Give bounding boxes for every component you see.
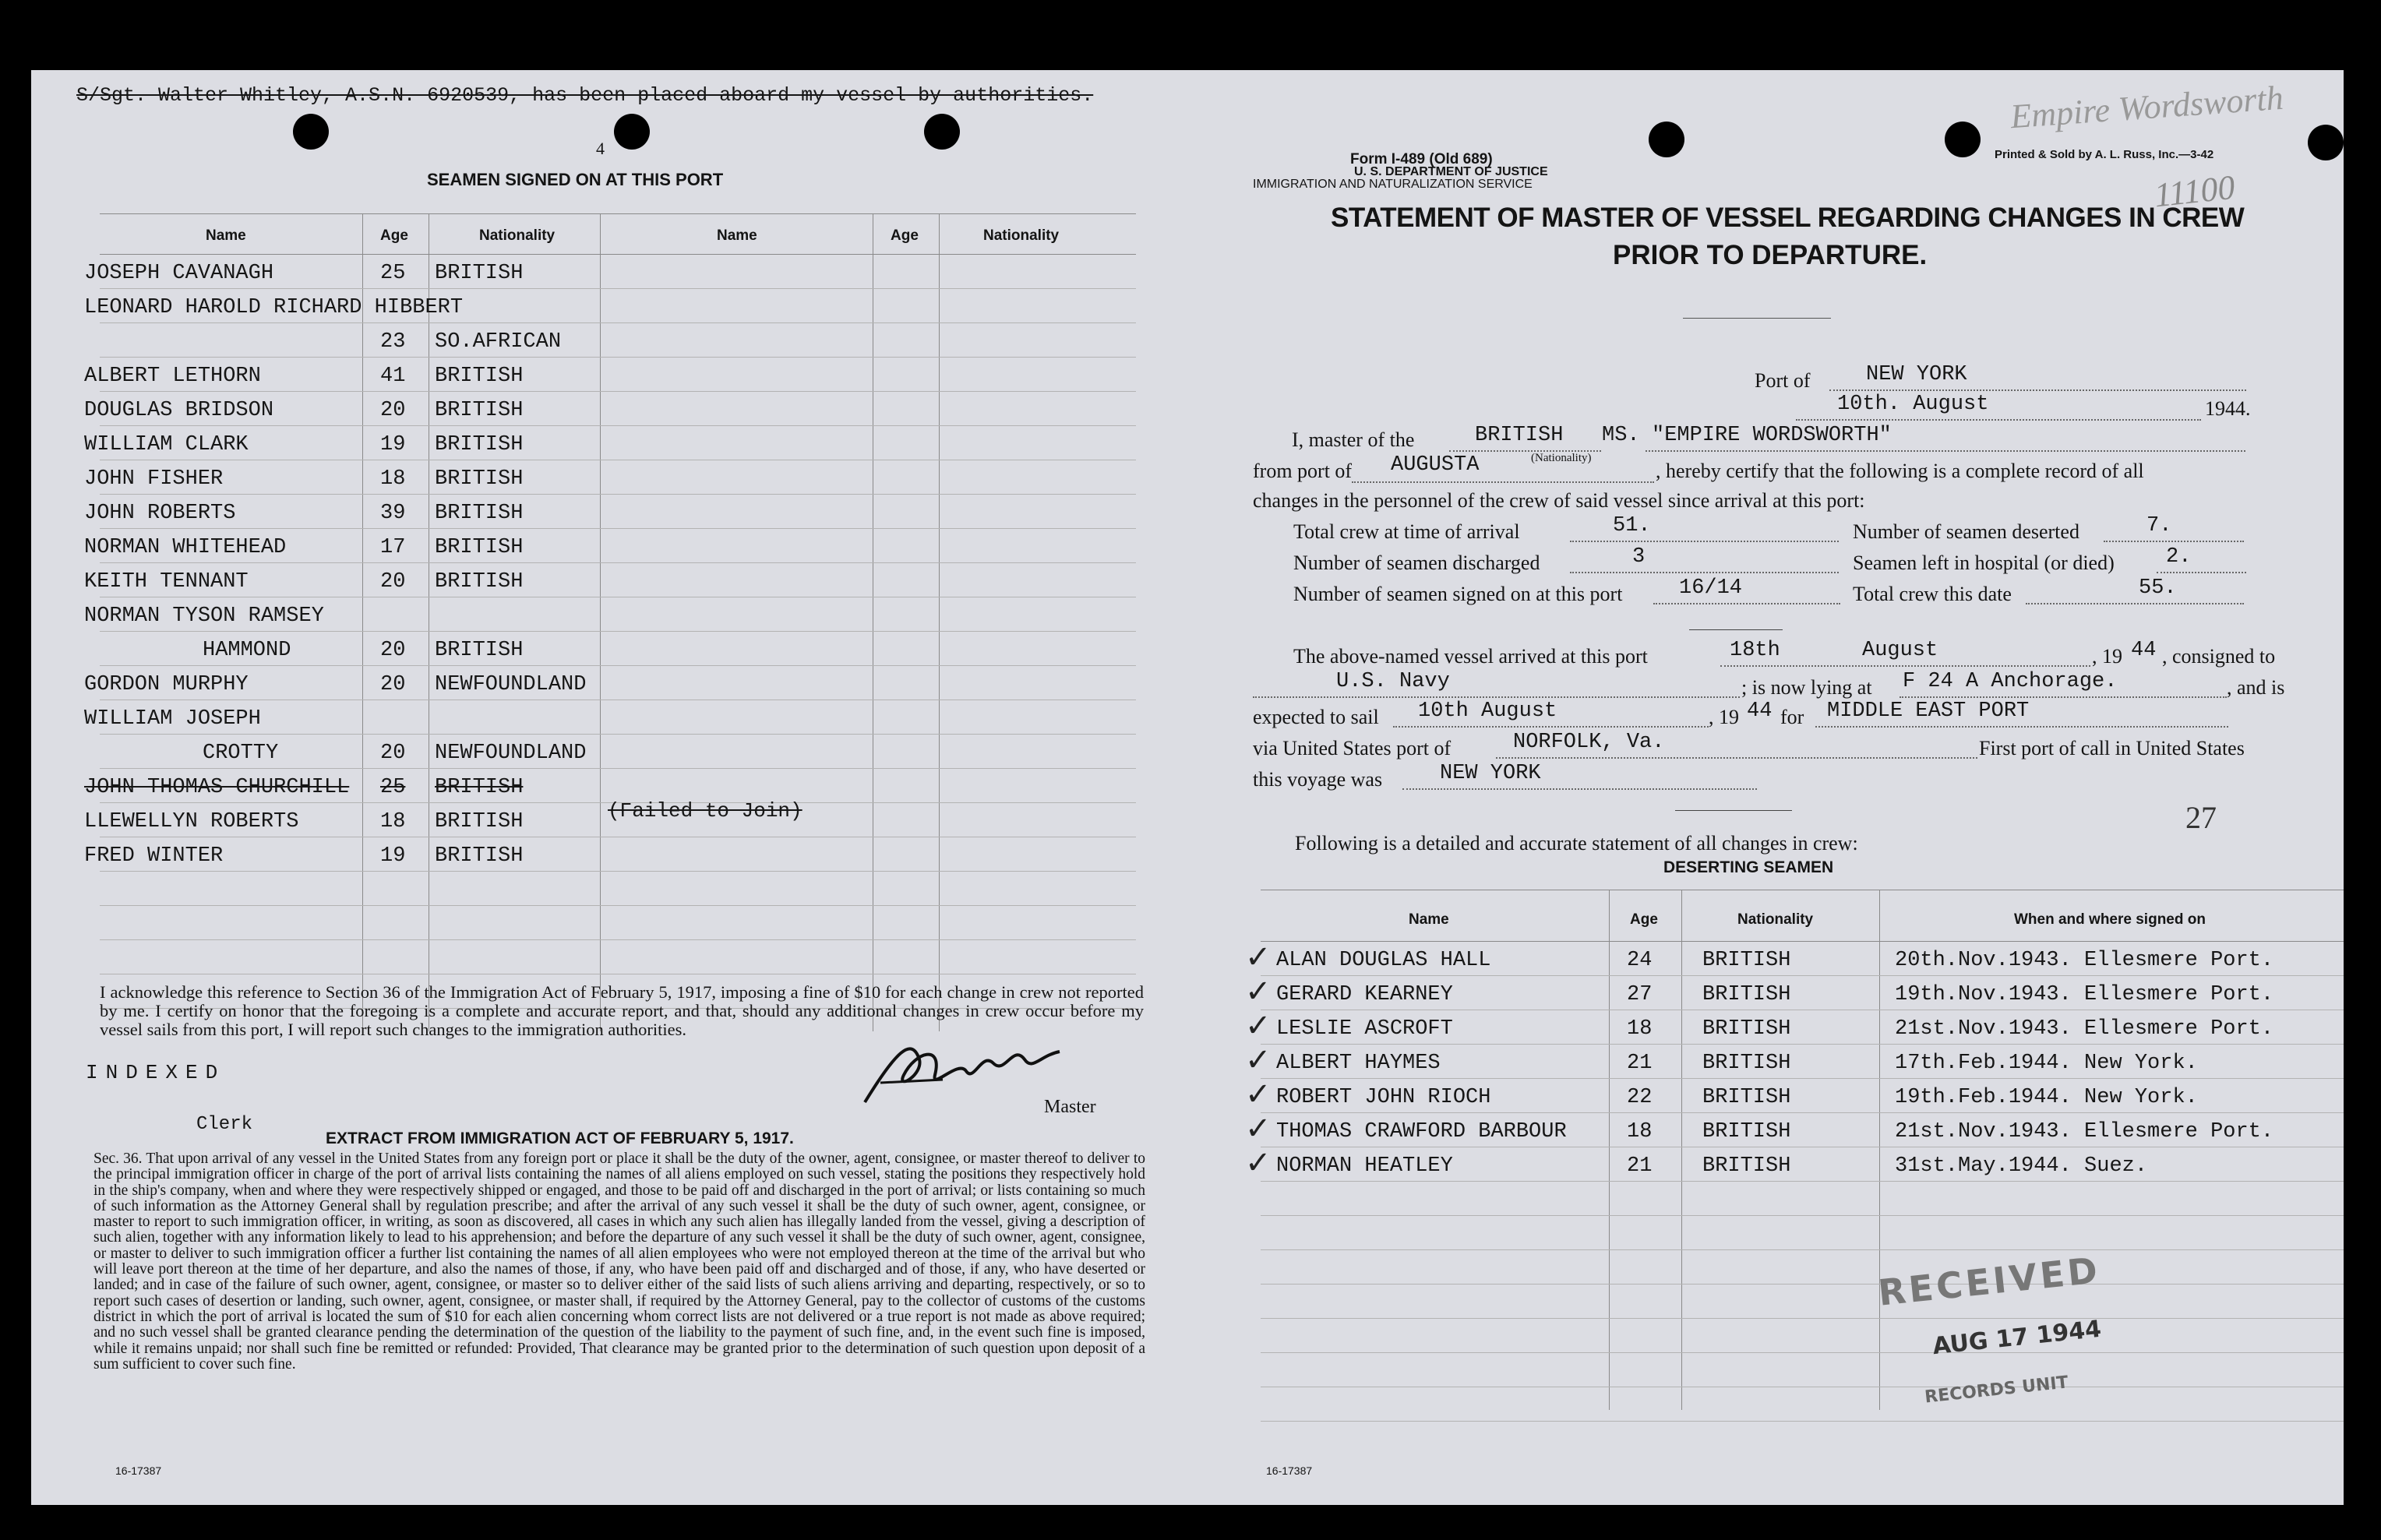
left-row-nationality: BRITISH <box>435 467 524 491</box>
handwritten-number: 11100 <box>2152 167 2237 215</box>
received-stamp-unit: RECORDS UNIT <box>1924 1373 2069 1408</box>
and-is-label: , and is <box>2227 676 2285 699</box>
left-row-age: 20 <box>380 570 406 594</box>
deserter-name: GERARD KEARNEY <box>1276 983 1453 1006</box>
lying-label: ; is now lying at <box>1741 676 1872 699</box>
hospital-line <box>2157 572 2246 573</box>
check-mark-icon: ✓ <box>1245 939 1272 975</box>
left-row-name: DOUGLAS BRIDSON <box>84 399 274 422</box>
lying-line <box>1900 696 2227 698</box>
deserter-row-rule <box>1261 1044 2344 1045</box>
col-header-name: Name <box>717 227 757 244</box>
left-table-top-rule <box>100 213 1136 214</box>
deserter-row-rule <box>1261 975 2344 976</box>
sail-date: 10th August <box>1418 700 1557 723</box>
extract-title: EXTRACT FROM IMMIGRATION ACT OF FEBRUARY 5, 1917. <box>326 1129 794 1147</box>
left-row-nationality: BRITISH <box>435 639 524 662</box>
left-row-nationality: BRITISH <box>435 776 524 799</box>
via-label: via United States port of <box>1253 737 1452 759</box>
left-row-nationality: NEWFOUNDLAND <box>435 742 587 765</box>
hospital-count: 2. <box>2166 545 2192 569</box>
left-row-name: HAMMOND <box>203 639 291 662</box>
deserter-name: LESLIE ASCROFT <box>1276 1017 1453 1041</box>
deserting-header-age: Age <box>1630 911 1658 928</box>
left-row-name: WILLIAM CLARK <box>84 433 249 456</box>
vessel-prefix: MS. <box>1602 424 1640 447</box>
consignee-line <box>1253 696 1740 698</box>
check-mark-icon: ✓ <box>1245 1145 1272 1181</box>
left-col-divider <box>939 213 940 1031</box>
left-col-divider <box>600 213 601 1031</box>
left-row-age: 41 <box>380 365 406 388</box>
statement-subtitle: PRIOR TO DEPARTURE. <box>1613 240 1928 270</box>
deserter-name: ROBERT JOHN RIOCH <box>1276 1086 1491 1109</box>
check-mark-icon: ✓ <box>1245 1111 1272 1147</box>
left-row-age: 19 <box>380 433 406 456</box>
following-label: Following is a detailed and accurate statement of all changes in crew: <box>1295 832 1858 855</box>
signed-on-label: Number of seamen signed on at this port <box>1293 583 1623 605</box>
left-row-rule <box>100 494 1136 495</box>
left-row-rule <box>100 768 1136 769</box>
left-row-name: JOHN ROBERTS <box>84 502 236 525</box>
indexed-stamp: INDEXED <box>86 1061 226 1084</box>
deserted-line <box>2104 541 2244 542</box>
col-header-age: Age <box>380 227 408 244</box>
deserter-signed-on: 20th.Nov.1943. Ellesmere Port. <box>1895 949 2274 972</box>
col-header-nationality: Nationality <box>983 227 1060 244</box>
deserter-row-rule <box>1261 1352 2344 1353</box>
sail-date-line <box>1393 726 1709 728</box>
via-rule <box>1675 810 1792 811</box>
left-row-age: 18 <box>380 467 406 491</box>
check-mark-icon: ✓ <box>1245 1077 1272 1112</box>
left-row-age: 18 <box>380 810 406 833</box>
left-form-code: 16-17387 <box>115 1464 162 1477</box>
deserter-signed-on: 21st.Nov.1943. Ellesmere Port. <box>1895 1120 2274 1144</box>
check-mark-icon: ✓ <box>1245 1042 1272 1078</box>
certify-text-2: changes in the personnel of the crew of said vessel since arrival at this port: <box>1253 489 1865 512</box>
left-row-nationality: BRITISH <box>435 536 524 559</box>
destination-value: MIDDLE EAST PORT <box>1827 700 2030 723</box>
deserter-row-rule <box>1261 1318 2344 1319</box>
deserter-nationality: BRITISH <box>1702 1120 1791 1144</box>
total-crew-date-label: Total crew this date <box>1853 583 2012 605</box>
punch-hole <box>1945 122 1981 157</box>
left-row-age: 20 <box>380 399 406 422</box>
left-row-nationality: BRITISH <box>435 433 524 456</box>
left-row-nationality: SO.AFRICAN <box>435 330 562 354</box>
right-page-number: 27 <box>2185 800 2217 835</box>
left-row-rule <box>100 322 1136 323</box>
title-rule <box>1683 318 1831 319</box>
left-row-name: NORMAN WHITEHEAD <box>84 536 287 559</box>
left-row-age: 39 <box>380 502 406 525</box>
deserter-row-rule <box>1261 1284 2344 1285</box>
punch-hole <box>2308 125 2344 160</box>
header-note: S/Sgt. Walter Whitley, A.S.N. 6920539, has been placed aboard my vessel by authorities. <box>76 84 1094 107</box>
left-row-name: JOHN FISHER <box>84 467 224 491</box>
failed-to-join-note: (Failed to Join) <box>608 799 802 823</box>
clerk-label: Clerk <box>196 1114 253 1135</box>
deserting-table-header-rule <box>1261 941 2344 942</box>
deserter-nationality: BRITISH <box>1702 983 1791 1006</box>
deserting-header-signed: When and where signed on <box>2014 911 2206 928</box>
left-row-nationality: BRITISH <box>435 502 524 525</box>
discharged-count: 3 <box>1632 545 1646 569</box>
total-crew-arrival-line <box>1570 541 1839 542</box>
col-header-age: Age <box>891 227 919 244</box>
left-row-age: 23 <box>380 330 406 354</box>
port-of-value: NEW YORK <box>1866 363 1967 386</box>
left-row-name: NORMAN TYSON RAMSEY <box>84 604 324 628</box>
signed-on-line <box>1653 603 1840 604</box>
deserter-signed-on: 19th.Feb.1944. New York. <box>1895 1086 2198 1109</box>
left-row-nationality: BRITISH <box>435 262 524 285</box>
left-row-nationality: BRITISH <box>435 844 524 868</box>
from-port-value: AUGUSTA <box>1391 453 1480 477</box>
deserting-header-nationality: Nationality <box>1737 911 1814 928</box>
vessel-line <box>1646 450 2245 452</box>
deserter-row-rule <box>1261 1215 2344 1216</box>
left-row-rule <box>100 357 1136 358</box>
master-of-the-label: I, master of the <box>1292 428 1415 451</box>
total-crew-date-line <box>2026 603 2244 604</box>
received-stamp: RECEIVED <box>1875 1249 2103 1314</box>
total-crew-date: 55. <box>2139 576 2177 600</box>
total-crew-arrival: 51. <box>1613 514 1651 537</box>
deserter-signed-on: 19th.Nov.1943. Ellesmere Port. <box>1895 983 2274 1006</box>
department: U. S. DEPARTMENT OF JUSTICE <box>1354 165 1548 178</box>
service: IMMIGRATION AND NATURALIZATION SERVICE <box>1253 178 1533 191</box>
port-of-label: Port of <box>1755 369 1811 392</box>
deserter-name: THOMAS CRAWFORD BARBOUR <box>1276 1120 1567 1144</box>
certify-text-1: , hereby certify that the following is a complete record of all <box>1656 460 2144 482</box>
deserting-col-divider <box>1681 890 1682 1410</box>
check-mark-icon: ✓ <box>1245 1008 1272 1044</box>
punch-hole <box>924 114 960 150</box>
arrived-date: 18th <box>1730 639 1780 662</box>
col-header-nationality: Nationality <box>479 227 556 244</box>
port-of-line <box>1829 389 2246 391</box>
left-row-nationality: BRITISH <box>435 365 524 388</box>
deserted-label: Number of seamen deserted <box>1853 520 2079 543</box>
deserter-name: ALAN DOUGLAS HALL <box>1276 949 1491 972</box>
check-mark-icon: ✓ <box>1245 974 1272 1010</box>
deserting-col-divider <box>1879 890 1880 1410</box>
document-sheet <box>31 70 2344 1505</box>
deserter-age: 24 <box>1627 949 1653 972</box>
deserter-nationality: BRITISH <box>1702 1017 1791 1041</box>
master-label: Master <box>1044 1097 1096 1117</box>
for-label: for <box>1780 706 1804 728</box>
left-row-age: 20 <box>380 639 406 662</box>
deserter-row-rule <box>1261 1249 2344 1250</box>
statement-title: STATEMENT OF MASTER OF VESSEL REGARDING CHANGES IN CREW <box>1331 203 2245 233</box>
deserted-count: 7. <box>2146 514 2172 537</box>
deserter-nationality: BRITISH <box>1702 1154 1791 1178</box>
left-row-nationality: BRITISH <box>435 570 524 594</box>
left-table-header-rule <box>100 254 1136 255</box>
left-row-nationality: NEWFOUNDLAND <box>435 673 587 696</box>
arrived-line <box>1720 665 2090 667</box>
consigned-label: , consigned to <box>2162 645 2276 668</box>
left-row-rule <box>100 391 1136 392</box>
first-port-label: First port of call in United States <box>1979 737 2245 759</box>
left-row-nationality: BRITISH <box>435 399 524 422</box>
first-port-line <box>1402 788 1757 790</box>
signed-on-count: 16/14 <box>1679 576 1743 600</box>
deserter-signed-on: 31st.May.1944. Suez. <box>1895 1154 2148 1178</box>
left-row-rule <box>100 665 1136 666</box>
left-row-name: JOHN THOMAS CHURCHILL <box>84 776 350 799</box>
deserter-age: 21 <box>1627 1052 1653 1075</box>
deserter-age: 22 <box>1627 1086 1653 1109</box>
left-row-rule <box>100 871 1136 872</box>
left-row-name: GORDON MURPHY <box>84 673 249 696</box>
left-col-divider <box>362 213 363 1031</box>
deserter-age: 18 <box>1627 1017 1653 1041</box>
deserter-row-rule <box>1261 1181 2344 1182</box>
from-port-label: from port of <box>1253 460 1353 482</box>
hospital-label: Seamen left in hospital (or died) <box>1853 552 2115 574</box>
left-row-age: 20 <box>380 673 406 696</box>
date-value: 10th. August <box>1837 393 1989 416</box>
left-row-age: 17 <box>380 536 406 559</box>
deserter-signed-on: 17th.Feb.1944. New York. <box>1895 1052 2198 1075</box>
deserting-header-name: Name <box>1409 911 1449 928</box>
deserter-nationality: BRITISH <box>1702 949 1791 972</box>
punch-hole <box>614 114 650 150</box>
nationality-caption: (Nationality) <box>1531 452 1592 464</box>
deserter-row-rule <box>1261 1112 2344 1113</box>
arrived-label: The above-named vessel arrived at this port <box>1293 645 1648 668</box>
left-row-name: LEONARD HAROLD RICHARD HIBBERT <box>84 296 464 319</box>
left-row-name: JOSEPH CAVANAGH <box>84 262 274 285</box>
left-row-rule <box>100 528 1136 529</box>
deserter-age: 18 <box>1627 1120 1653 1144</box>
discharged-label: Number of seamen discharged <box>1293 552 1540 574</box>
acknowledge-text: I acknowledge this reference to Section 36 of the Immigration Act of February 5, 1917, imposing a fine of $10 for each change in crew not reported by me. I certify on honor that the foregoing is a complete and accurate report, and that, should any additional changes in crew occur before my vessel sails from this port, I will report such changes to the immigration authorities. <box>100 982 1144 1039</box>
deserter-age: 27 <box>1627 983 1653 1006</box>
deserter-name: NORMAN HEATLEY <box>1276 1154 1453 1178</box>
vessel-name: "EMPIRE WORDSWORTH" <box>1652 424 1892 447</box>
via-line <box>1496 757 1977 759</box>
left-row-rule <box>100 425 1136 426</box>
deserting-title: DESERTING SEAMEN <box>1663 858 1834 876</box>
sail-year: 44 <box>1747 700 1773 723</box>
left-row-name: LLEWELLYN ROBERTS <box>84 810 299 833</box>
destination-line <box>1815 726 2228 728</box>
counts-rule <box>1689 629 1783 630</box>
lying-value: F 24 A Anchorage. <box>1903 670 2118 693</box>
left-row-name: KEITH TENNANT <box>84 570 249 594</box>
left-page-number: 4 <box>596 139 605 158</box>
master-signature <box>849 1028 1075 1114</box>
left-row-name: ALBERT LETHORN <box>84 365 261 388</box>
deserter-signed-on: 21st.Nov.1943. Ellesmere Port. <box>1895 1017 2274 1041</box>
deserter-age: 21 <box>1627 1154 1653 1178</box>
deserter-row-rule <box>1261 1078 2344 1079</box>
left-row-nationality: BRITISH <box>435 810 524 833</box>
form-number: Form I-489 (Old 689) <box>1350 151 1493 167</box>
voyage-label: this voyage was <box>1253 768 1383 791</box>
deserter-row-rule <box>1261 1421 2344 1422</box>
discharged-line <box>1570 572 1839 573</box>
punch-hole <box>1649 122 1684 157</box>
left-row-name: FRED WINTER <box>84 844 224 868</box>
arrived-month: August <box>1862 639 1938 662</box>
deserting-col-divider <box>1609 890 1610 1410</box>
punch-hole <box>293 114 329 150</box>
expected-label: expected to sail <box>1253 706 1379 728</box>
first-port-value: NEW YORK <box>1440 762 1541 785</box>
left-row-age: 20 <box>380 742 406 765</box>
via-port: NORFOLK, Va. <box>1513 731 1665 754</box>
sail-year-prefix: , 19 <box>1709 706 1739 728</box>
left-row-age: 19 <box>380 844 406 868</box>
date-line <box>1796 419 2201 421</box>
deserter-name: ALBERT HAYMES <box>1276 1052 1441 1075</box>
left-row-rule <box>100 905 1136 906</box>
nationality-value: BRITISH <box>1475 424 1564 447</box>
year-value: 1944. <box>2205 397 2251 420</box>
col-header-name: Name <box>206 227 246 244</box>
left-row-rule <box>100 939 1136 940</box>
left-row-rule <box>100 288 1136 289</box>
extract-text: Sec. 36. That upon arrival of any vessel in the United States from any foreign port or place it shall be the duty of the owner, agent, consignee, or master thereof to deliver to the principal immigration officer in charge of the port of arrival lists containing the names of all aliens employed on such vessel, stating the positions they respectively hold in the ship's company, when and where they were respectively shipped or engaged, and those to be paid off and discharged in the port of arrival; or lists containing so much of such information as the Attorney General shall by regulation prescribe; and after the arrival of any such vessel it shall be the duty of such owner, agent, consignee, or master to report to such immigration officer, in writing, as soon as discovered, all cases in which any such alien has illegally landed from the vessel, giving a description of such alien, together with any information likely to lead to his apprehension; and before the departure of any such vessel it shall be the duty of such owner, agent, consignee, or master to deliver to such immigration officer a further list containing the names of all alien employees who were not employed thereon at the time of the arrival but who will leave port thereon at the time of her departure, and also the names of those, if any, who have been paid off and discharged and of those, if any, who have deserted or landed; and in case of the failure of such owner, agent, consignee, or master so to deliver either of the said lists of such aliens arriving and departing, respectively, or so to report such cases of desertion or landing, such owner, agent, consignee, or master shall, if required by the Attorney General, pay to the collector of customs of the customs district in which the port of arrival is located the sum of $10 for each alien concerning whom correct lists are not delivered or a true report is not made as above required; and no such vessel shall be granted clearance pending the determination of the question of the liability to the payment of such fine, and, in the event such fine is imposed, while it remains unpaid; nor shall such fine be remitted or refunded: Provided, That clearance may be granted prior to the determination of such question upon deposit of a sum sufficient to cover such fine. <box>93 1151 1145 1373</box>
received-stamp-date: AUG 17 1944 <box>1931 1315 2103 1361</box>
printer-line: Printed & Sold by A. L. Russ, Inc.—3-42 <box>1995 148 2214 161</box>
arrived-year: 44 <box>2131 639 2157 662</box>
left-row-rule <box>100 631 1136 632</box>
left-row-age: 25 <box>380 262 406 285</box>
consignee-value: U.S. Navy <box>1336 670 1450 693</box>
left-row-name: CROTTY <box>203 742 279 765</box>
deserter-nationality: BRITISH <box>1702 1052 1791 1075</box>
arrived-year-prefix: , 19 <box>2092 645 2122 668</box>
left-row-age: 25 <box>380 776 406 799</box>
handwritten-vessel-name: Empire Wordsworth <box>2009 78 2285 136</box>
total-crew-arrival-label: Total crew at time of arrival <box>1293 520 1520 543</box>
from-port-line <box>1352 481 1654 483</box>
left-row-rule <box>100 562 1136 563</box>
right-form-code: 16-17387 <box>1266 1464 1313 1477</box>
deserter-nationality: BRITISH <box>1702 1086 1791 1109</box>
left-section-title: SEAMEN SIGNED ON AT THIS PORT <box>427 170 724 189</box>
left-row-name: WILLIAM JOSEPH <box>84 707 261 731</box>
left-row-rule <box>100 734 1136 735</box>
